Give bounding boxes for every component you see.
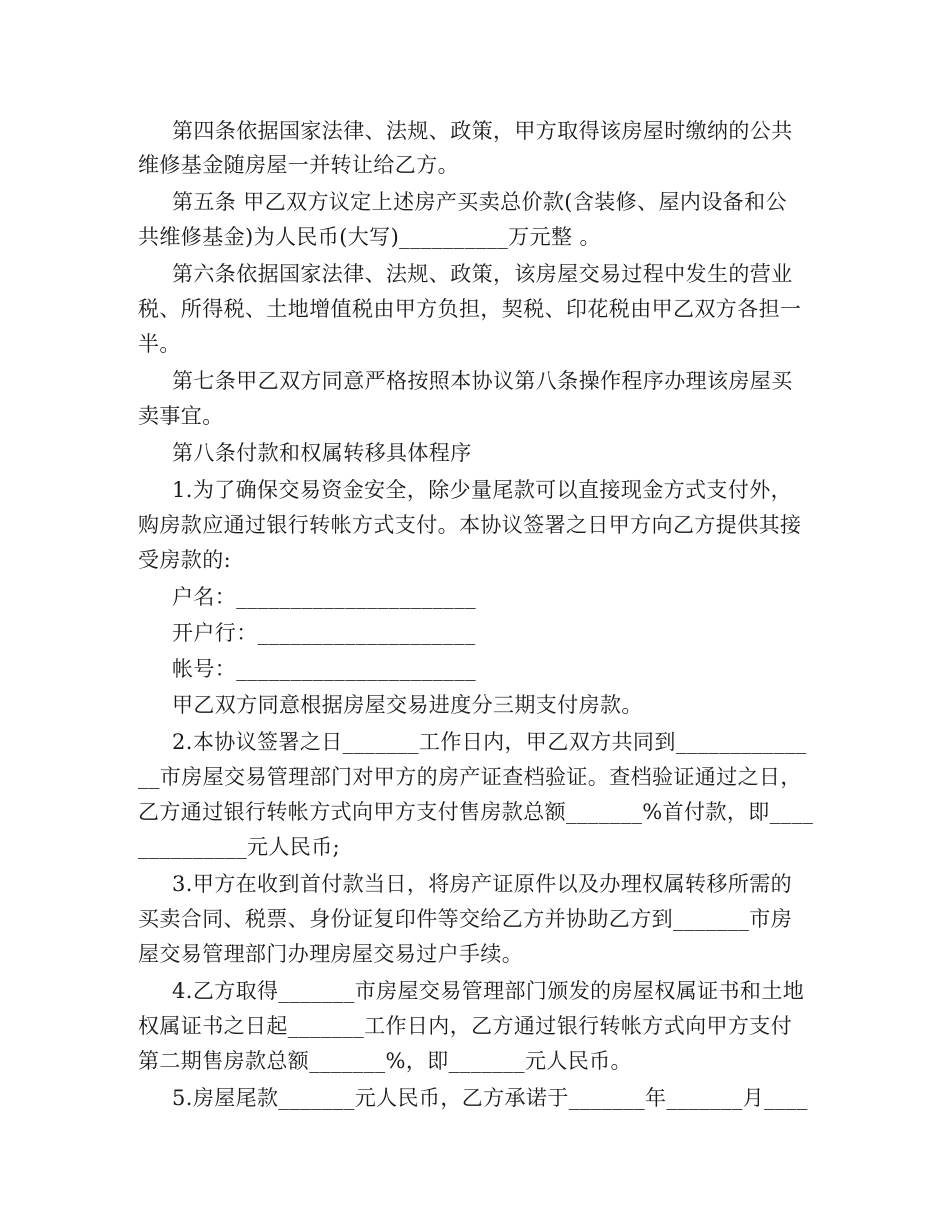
clause-3-line-2: 买卖合同、税票、身份证复印件等交给乙方并协助乙方到_______市房 <box>138 907 793 931</box>
article-6-line-2: 税、所得税、土地增值税由甲方负担，契税、印花税由甲乙双方各担一 <box>138 297 802 321</box>
clause-4-line-3: 第二期售房款总额_______%，即_______元人民币。 <box>138 1049 632 1073</box>
article-7-line-1: 第七条甲乙双方同意严格按照本协议第八条操作程序办理该房屋买 <box>172 369 793 393</box>
clause-5-line-1: 5.房屋尾款_______元人民币，乙方承诺于_______年_______月____ <box>172 1086 808 1110</box>
account-name-line: 户名：______________________ <box>172 585 476 609</box>
clause-2-line-3: 乙方通过银行转帐方式向甲方支付售房款总额_______%首付款，即____ <box>138 800 814 824</box>
article-6-line-1: 第六条依据国家法律、法规、政策，该房屋交易过程中发生的营业 <box>172 262 793 286</box>
clause-1-line-3: 受房款的: <box>138 548 232 572</box>
article-5-line-1: 第五条 甲乙双方议定上述房产买卖总价款(含装修、屋内设备和公 <box>172 190 787 214</box>
clause-2-line-4: __________元人民币; <box>138 835 341 859</box>
clause-2-line-2: __市房屋交易管理部门对甲方的房产证查档验证。查档验证通过之日， <box>138 765 802 789</box>
article-6-line-3: 半。 <box>138 332 181 356</box>
clause-2-line-1: 2.本协议签署之日_______工作日内，甲乙双方共同到____________ <box>172 730 807 754</box>
payment-stages-line: 甲乙双方同意根据房屋交易进度分三期支付房款。 <box>172 693 643 717</box>
clause-3-line-3: 屋交易管理部门办理房屋交易过户手续。 <box>138 942 524 966</box>
clause-1-line-2: 购房款应通过银行转帐方式支付。本协议签署之日甲方向乙方提供其接 <box>138 513 802 537</box>
article-8-heading: 第八条付款和权属转移具体程序 <box>172 441 472 465</box>
account-number-line: 帐号：______________________ <box>172 657 476 681</box>
clause-4-line-2: 权属证书之日起_______工作日内，乙方通过银行转帐方式向甲方支付 <box>138 1014 793 1038</box>
clause-3-line-1: 3.甲方在收到首付款当日，将房产证原件以及办理权属转移所需的 <box>172 872 793 896</box>
article-4-line-1: 第四条依据国家法律、法规、政策，甲方取得该房屋时缴纳的公共 <box>172 119 793 143</box>
clause-1-line-1: 1.为了确保交易资金安全，除少量尾款可以直接现金方式支付外， <box>172 478 793 502</box>
article-7-line-2: 卖事宜。 <box>138 404 224 428</box>
article-4-line-2: 维修基金随房屋一并转让给乙方。 <box>138 153 459 177</box>
article-5-line-2: 共维修基金)为人民币(大写)__________万元整 。 <box>138 225 601 249</box>
clause-4-line-1: 4.乙方取得_______市房屋交易管理部门颁发的房屋权属证书和土地 <box>172 979 805 1003</box>
account-bank-line: 开户行：____________________ <box>172 621 476 645</box>
